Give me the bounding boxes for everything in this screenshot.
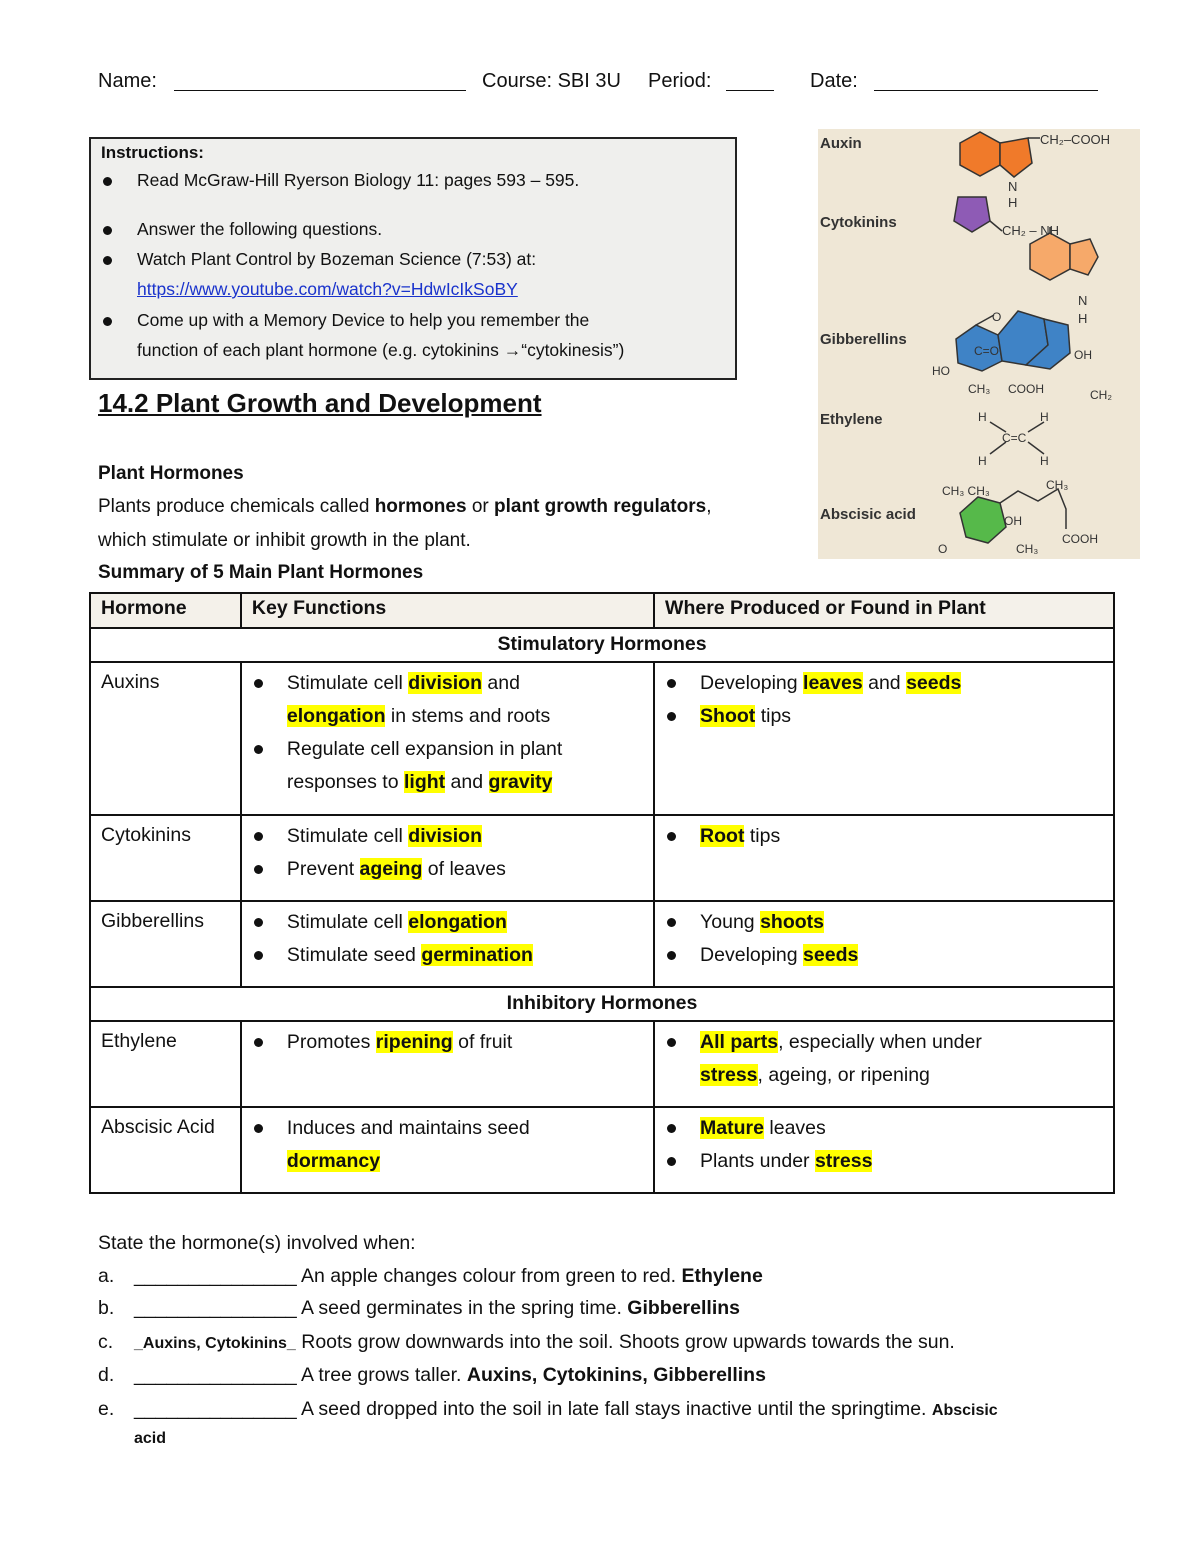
- plant-hormones-subheading: Plant Hormones: [98, 463, 244, 484]
- question-item: d. _______________ A tree grows taller. Auxins, Cytokinins, Gibberellins: [98, 1364, 766, 1386]
- svg-text:O: O: [938, 542, 948, 556]
- svg-text:H: H: [1040, 454, 1049, 468]
- svg-text:OH: OH: [1074, 348, 1092, 362]
- answer-continuation: acid: [134, 1430, 167, 1447]
- bullet-icon: [103, 256, 112, 265]
- date-label: Date:: [810, 70, 858, 92]
- svg-text:C=O: C=O: [974, 344, 1000, 358]
- table-row: [90, 1107, 1114, 1193]
- instruction-item: Answer the following questions.: [137, 219, 383, 239]
- diagram-label-auxin: Auxin: [820, 135, 862, 152]
- svg-text:CH₃ CH₃: CH₃ CH₃: [942, 484, 990, 498]
- instruction-item: Come up with a Memory Device to help you remember the: [137, 310, 590, 330]
- key-functions-cell: Stimulate cell division and elongation in stems and roots Regulate cell expansion in plant responses to light and gravity: [241, 662, 654, 815]
- inhibitory-section-label: Inhibitory Hormones: [90, 987, 1114, 1021]
- instructions-box: [89, 137, 737, 380]
- answer-blank[interactable]: _______________: [134, 1265, 297, 1287]
- question-item: a. _______________ An apple changes colour from green to red. Ethylene: [98, 1265, 763, 1287]
- section-heading: 14.2 Plant Growth and Development: [98, 388, 542, 418]
- video-link[interactable]: https://www.youtube.com/watch?v=HdwIcIkSoBY: [137, 279, 518, 299]
- svg-text:H: H: [1078, 311, 1088, 326]
- diagram-label-gibberellins: Gibberellins: [820, 331, 907, 348]
- svg-text:H: H: [1008, 195, 1018, 210]
- location-cell: Young shoots Developing seeds: [654, 901, 1114, 987]
- column-header: Hormone: [90, 593, 241, 628]
- column-header: Where Produced or Found in Plant: [654, 593, 1114, 628]
- course-label: Course: SBI 3U: [482, 70, 621, 92]
- cytokinin-structure: [954, 197, 1098, 280]
- table-row: [90, 901, 1114, 987]
- svg-text:N: N: [1008, 179, 1018, 194]
- hormone-name: Gibberellins: [90, 901, 241, 987]
- instruction-item: Watch Plant Control by Bozeman Science (7:53) at:: [137, 249, 537, 269]
- answer-blank[interactable]: _______________: [134, 1398, 297, 1420]
- location-cell: Root tips: [654, 815, 1114, 901]
- gibberellin-structure: [956, 311, 1070, 371]
- bullet-icon: [103, 177, 112, 186]
- svg-text:O: O: [992, 310, 1002, 324]
- hormone-name: Auxins: [90, 662, 241, 815]
- diagram-label-ethylene: Ethylene: [820, 411, 883, 428]
- svg-text:CH₂ – NH: CH₂ – NH: [1002, 223, 1060, 238]
- location-cell: Developing leaves and seeds Shoot tips: [654, 662, 1114, 815]
- questions-prompt: State the hormone(s) involved when:: [98, 1232, 416, 1254]
- svg-text:OH: OH: [1004, 514, 1022, 528]
- diagram-label-cytokinins: Cytokinins: [820, 214, 897, 231]
- svg-text:H: H: [978, 454, 987, 468]
- question-item: b. _______________ A seed germinates in the spring time. Gibberellins: [98, 1297, 740, 1319]
- svg-text:COOH: COOH: [1008, 382, 1044, 396]
- svg-text:CH₂: CH₂: [1090, 388, 1112, 402]
- svg-text:N: N: [1078, 293, 1088, 308]
- answer-blank[interactable]: _______________: [134, 1364, 297, 1386]
- hormone-structures-diagram: [818, 129, 1140, 559]
- svg-text:COOH: COOH: [1062, 532, 1098, 546]
- hormone-summary-table: [89, 592, 1115, 1194]
- table-row: [90, 662, 1114, 815]
- svg-text:CH₃: CH₃: [968, 382, 991, 396]
- hormone-name: Ethylene: [90, 1021, 241, 1107]
- svg-text:HO: HO: [932, 364, 950, 378]
- svg-text:CH₃: CH₃: [1046, 478, 1069, 492]
- key-functions-cell: Stimulate cell division Prevent ageing of leaves: [241, 815, 654, 901]
- summary-title: Summary of 5 Main Plant Hormones: [98, 562, 424, 583]
- hormone-name: Abscisic Acid: [90, 1107, 241, 1193]
- intro-line-1: Plants produce chemicals called hormones or plant growth regulators,: [98, 496, 712, 517]
- svg-text:CH₃: CH₃: [1016, 542, 1039, 556]
- instruction-item: Read McGraw-Hill Ryerson Biology 11: pages 593 – 595.: [137, 170, 580, 190]
- table-header-row: [90, 593, 1114, 628]
- bullet-icon: [103, 317, 112, 326]
- table-row: [90, 815, 1114, 901]
- auxin-structure: [960, 132, 1040, 177]
- intro-line-2: which stimulate or inhibit growth in the plant.: [98, 530, 471, 551]
- hormone-name: Cytokinins: [90, 815, 241, 901]
- diagram-label-abscisic: Abscisic acid: [820, 506, 916, 523]
- name-label: Name:: [98, 70, 157, 92]
- question-item: e. _______________ A seed dropped into the soil in late fall stays inactive until the springtime. Abscisic: [98, 1398, 998, 1420]
- instructions-title: Instructions:: [101, 143, 204, 162]
- stimulatory-section-label: Stimulatory Hormones: [90, 628, 1114, 662]
- answer-blank[interactable]: _______________: [134, 1297, 297, 1319]
- location-cell: All parts, especially when under stress, ageing, or ripening: [654, 1021, 1114, 1107]
- table-row: [90, 1021, 1114, 1107]
- svg-text:CH₂–COOH: CH₂–COOH: [1040, 132, 1111, 147]
- key-functions-cell: Induces and maintains seed dormancy: [241, 1107, 654, 1193]
- instruction-item: function of each plant hormone (e.g. cytokinins →“cytokinesis”): [137, 340, 625, 360]
- location-cell: Mature leaves Plants under stress: [654, 1107, 1114, 1193]
- answer-blank[interactable]: _Auxins, Cytokinins_: [134, 1335, 296, 1352]
- question-item: c. _Auxins, Cytokinins_ Roots grow downwards into the soil. Shoots grow upwards towards the sun.: [98, 1331, 955, 1353]
- svg-text:H: H: [1040, 410, 1049, 424]
- svg-text:H: H: [978, 410, 987, 424]
- svg-text:C=C: C=C: [1002, 431, 1027, 445]
- column-header: Key Functions: [241, 593, 654, 628]
- key-functions-cell: Stimulate cell elongation Stimulate seed germination: [241, 901, 654, 987]
- period-label: Period:: [648, 70, 712, 92]
- key-functions-cell: Promotes ripening of fruit: [241, 1021, 654, 1107]
- bullet-icon: [103, 226, 112, 235]
